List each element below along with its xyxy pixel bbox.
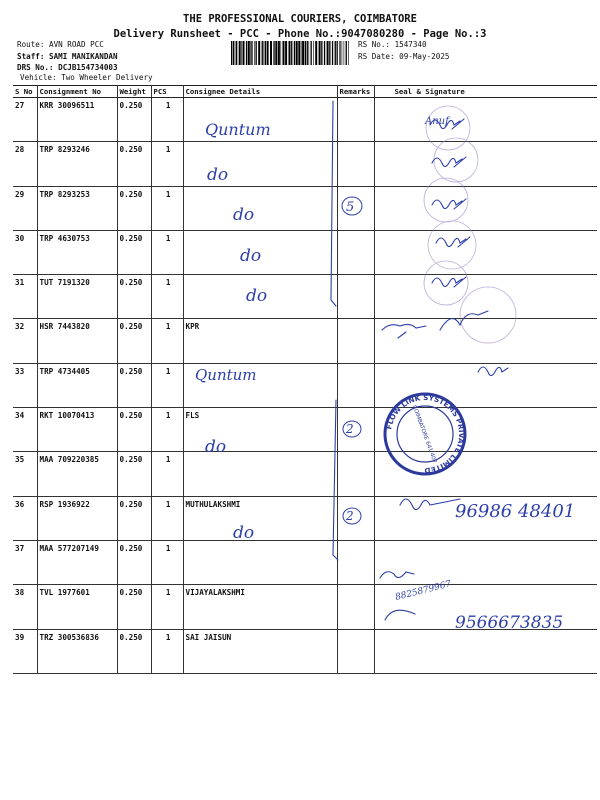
table-row: [13, 98, 597, 142]
cell-pcs: 1: [151, 496, 183, 540]
cell-consignment: TRP 8293253: [37, 186, 117, 230]
cell-pcs: 1: [151, 319, 183, 363]
col-pcs: PCS: [151, 86, 183, 98]
cell-weight: 0.250: [117, 585, 151, 629]
cell-seal-signature: [374, 408, 597, 452]
cell-consignment: TRZ 300536836: [37, 629, 117, 673]
rs-date-label: RS Date: 09-May-2025: [358, 52, 450, 61]
cell-sno: 33: [13, 363, 37, 407]
cell-pcs: 1: [151, 540, 183, 584]
hw-consignee-37: do: [233, 523, 255, 543]
vehicle-label: Vehicle: Two Wheeler Delivery: [20, 73, 153, 82]
cell-consignment: RSP 1936922: [37, 496, 117, 540]
cell-consignee: FLS: [183, 408, 337, 452]
table-row: [13, 452, 597, 496]
cell-weight: 0.250: [117, 363, 151, 407]
runsheet-table: [13, 85, 597, 674]
cell-consignment: TRP 4630753: [37, 230, 117, 274]
cell-sno: 35: [13, 452, 37, 496]
cell-remarks: [337, 452, 374, 496]
cell-weight: 0.250: [117, 540, 151, 584]
cell-weight: 0.250: [117, 275, 151, 319]
cell-consignee: MUTHULAKSHMI: [183, 496, 337, 540]
cell-consignee: VIJAYALAKSHMI: [183, 585, 337, 629]
cell-remarks: [337, 319, 374, 363]
cell-seal-signature: [374, 540, 597, 584]
cell-consignment: KRR 30096511: [37, 98, 117, 142]
table-row: [13, 275, 597, 319]
cell-pcs: 1: [151, 363, 183, 407]
rs-no-label: RS No.: 1547340: [358, 40, 427, 49]
cell-pcs: 1: [151, 452, 183, 496]
cell-pcs: 1: [151, 230, 183, 274]
col-remarks: Remarks: [337, 86, 374, 98]
cell-remarks: [337, 363, 374, 407]
cell-weight: 0.250: [117, 452, 151, 496]
table-row: [13, 230, 597, 274]
cell-consignee: [183, 98, 337, 142]
cell-remarks: [337, 275, 374, 319]
cell-seal-signature: [374, 142, 597, 186]
table-row: [13, 540, 597, 584]
cell-consignment: HSR 7443820: [37, 319, 117, 363]
cell-remarks: [337, 230, 374, 274]
hw-consignee-27: Quntum: [205, 120, 271, 139]
hw-phone-3: 8825879967: [394, 579, 453, 603]
cell-consignee: [183, 230, 337, 274]
cell-weight: 0.250: [117, 98, 151, 142]
table-row: [13, 319, 597, 363]
cell-pcs: 1: [151, 585, 183, 629]
cell-consignee: [183, 142, 337, 186]
table-row: [13, 186, 597, 230]
cell-sno: 34: [13, 408, 37, 452]
drs-label: DRS No.: DCJB154734003: [17, 63, 118, 72]
cell-consignee: [183, 452, 337, 496]
cell-pcs: 1: [151, 98, 183, 142]
stamp-text: FLOW LINK SYSTEMS PRIVATE LIMITED: [384, 392, 467, 476]
cell-consignee: [183, 275, 337, 319]
cell-weight: 0.250: [117, 629, 151, 673]
hw-phone-1: 96986 48401: [455, 501, 576, 522]
hw-consignee-28: do: [207, 165, 229, 185]
hw-consignee-35: do: [205, 437, 227, 457]
route-label: Route: AVN ROAD PCC: [17, 40, 104, 49]
staff-label: Staff: SAMI MANIKANDAN: [17, 52, 118, 61]
hw-consignee-31: do: [246, 286, 268, 306]
cell-consignee: SAI JAISUN: [183, 629, 337, 673]
cell-seal-signature: [374, 585, 597, 629]
cell-pcs: 1: [151, 275, 183, 319]
col-sno: S No: [13, 86, 37, 98]
cell-seal-signature: [374, 452, 597, 496]
cell-consignee: [183, 540, 337, 584]
table-row: [13, 142, 597, 186]
hw-remark-37: 2: [346, 509, 354, 523]
cell-weight: 0.250: [117, 319, 151, 363]
cell-consignment: MAA 709220385: [37, 452, 117, 496]
cell-consignment: TUT 7191320: [37, 275, 117, 319]
cell-sno: 32: [13, 319, 37, 363]
cell-seal-signature: [374, 186, 597, 230]
cell-pcs: 1: [151, 186, 183, 230]
cell-pcs: 1: [151, 408, 183, 452]
cell-remarks: [337, 540, 374, 584]
cell-seal-signature: [374, 363, 597, 407]
cell-sno: 27: [13, 98, 37, 142]
hw-consignee-29: do: [233, 205, 255, 225]
cell-remarks: [337, 496, 374, 540]
cell-sno: 38: [13, 585, 37, 629]
cell-weight: 0.250: [117, 496, 151, 540]
col-weight: Weight: [117, 86, 151, 98]
cell-sno: 31: [13, 275, 37, 319]
hw-remark-29: 5: [346, 200, 355, 215]
cell-consignment: TRP 8293246: [37, 142, 117, 186]
hw-consignee-30: do: [240, 246, 262, 266]
cell-sno: 36: [13, 496, 37, 540]
cell-remarks: [337, 186, 374, 230]
cell-consignment: TVL 1977601: [37, 585, 117, 629]
company-title: THE PROFESSIONAL COURIERS, COIMBATORE: [183, 13, 417, 25]
cell-seal-signature: [374, 275, 597, 319]
cell-remarks: [337, 98, 374, 142]
table-row: [13, 585, 597, 629]
cell-consignee: [183, 363, 337, 407]
cell-weight: 0.250: [117, 186, 151, 230]
table-row: [13, 629, 597, 673]
table-row: [13, 408, 597, 452]
cell-sno: 37: [13, 540, 37, 584]
col-consignee: Consignee Details: [183, 86, 337, 98]
cell-pcs: 1: [151, 629, 183, 673]
cell-seal-signature: [374, 496, 597, 540]
cell-consignee: [183, 186, 337, 230]
cell-consignment: RKT 10070413: [37, 408, 117, 452]
cell-remarks: [337, 629, 374, 673]
cell-sno: 30: [13, 230, 37, 274]
cell-remarks: [337, 585, 374, 629]
runsheet-subtitle: Delivery Runsheet - PCC - Phone No.:9047080280 - Page No.:3: [113, 28, 487, 40]
stamp-inner: COIMBATORE 641 407: [410, 404, 438, 465]
col-seal-signature: Seal & Signature: [374, 86, 597, 98]
cell-sno: 39: [13, 629, 37, 673]
cell-consignee: KPR: [183, 319, 337, 363]
cell-seal-signature: [374, 230, 597, 274]
cell-sno: 29: [13, 186, 37, 230]
cell-pcs: 1: [151, 142, 183, 186]
cell-sno: 28: [13, 142, 37, 186]
table-header-row: [13, 86, 597, 98]
table-row: [13, 496, 597, 540]
cell-seal-signature: [374, 98, 597, 142]
hw-initials: Anuf: [425, 116, 449, 127]
cell-weight: 0.250: [117, 408, 151, 452]
cell-seal-signature: [374, 319, 597, 363]
cell-weight: 0.250: [117, 230, 151, 274]
barcode: [231, 41, 351, 65]
cell-consignment: MAA 577207149: [37, 540, 117, 584]
hw-phone-2: 9566673835: [455, 613, 564, 633]
cell-weight: 0.250: [117, 142, 151, 186]
hw-consignee-33: Quntum: [195, 366, 257, 384]
table-row: [13, 363, 597, 407]
cell-consignment: TRP 4734405: [37, 363, 117, 407]
hw-remark-35: 2: [346, 422, 354, 436]
cell-seal-signature: [374, 629, 597, 673]
cell-remarks: [337, 142, 374, 186]
col-consignment: Consignment No: [37, 86, 117, 98]
cell-remarks: [337, 408, 374, 452]
